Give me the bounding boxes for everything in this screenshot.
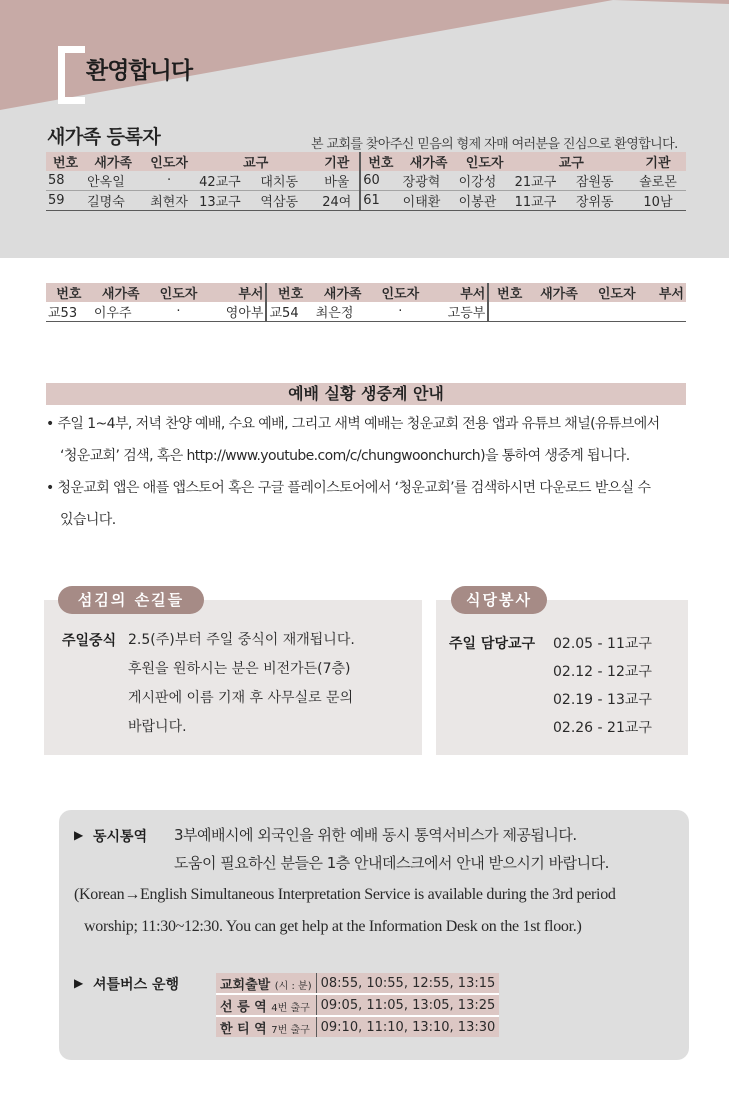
col-header: 인도자 [141,152,197,171]
newfamily-title: 새가족 등록자 [47,126,161,148]
interpretation-text: 3부예배시에 외국인을 위한 예배 동시 통역서비스가 제공됩니다. [174,826,577,844]
col-header: 기관 [314,152,360,171]
shuttle-station [216,994,316,1016]
table-cell: 역삼동 [258,191,314,211]
table-cell: 24여 [314,191,360,211]
shuttle-times: 09:10, 11:10, 13:10, 13:30 [316,1016,499,1037]
table-cell: 교53 [46,302,92,322]
welcome-bracket-icon [58,46,85,104]
table-cell: 61 [360,191,400,211]
live-line: • 청운교회 앱은 애플 앱스토어 혹은 구글 플레이스토어에서 ‘청운교회’를 검색하시면 다운로드 받으실 수 [46,480,651,496]
table-cell: 잠원동 [574,171,630,191]
newfamily-table [46,152,686,211]
table-cell: 장위동 [574,191,630,211]
list-item: 02.19 - 13교구 [553,692,652,708]
lunch-line: 후원을 원하시는 분은 비전가든(7층) [128,661,351,677]
table-cell: 길명숙 [85,191,141,211]
list-item: 02.26 - 21교구 [553,720,652,736]
meal-label: 주일 담당교구 [449,636,536,652]
live-line: 있습니다. [60,512,116,528]
table-row [46,191,686,211]
station-name: 교회출발 [220,977,271,993]
table-cell: 13교구 [197,191,258,211]
table-cell: 59 [46,191,85,211]
table-cell: 안옥일 [85,171,141,191]
table-cell: 고등부 [429,302,488,322]
table-cell: · [141,171,197,191]
station-note: (시 : 분) [274,980,312,992]
table-cell: 이강성 [457,171,513,191]
table-row [216,1016,499,1037]
table-header-row [46,152,686,171]
table-cell: 교54 [266,302,313,322]
col-header: 교구 [513,152,630,171]
table-row [46,171,686,191]
station-name: 한 티 역 [220,1021,267,1037]
table-cell: 58 [46,171,85,191]
col-header: 부서 [429,283,488,302]
col-header: 번호 [46,152,85,171]
col-header: 기관 [630,152,686,171]
meal-badge: 식당봉사 [451,586,547,614]
interpretation-english [74,879,684,943]
interpretation-text: 도움이 필요하신 분들은 1층 안내데스크에서 안내 받으시기 바랍니다. [174,854,609,872]
shuttle-times: 09:05, 11:05, 13:05, 13:25 [316,994,499,1016]
table-cell: 11교구 [513,191,574,211]
shuttle-table [216,973,499,1037]
table-cell: 최은정 [314,302,372,322]
table-cell: 이태환 [401,191,457,211]
welcome-title: 환영합니다 [86,58,193,84]
table-row [46,302,686,322]
col-header: 부서 [207,283,266,302]
table-cell: 장광혁 [401,171,457,191]
col-header: 새가족 [85,152,141,171]
col-header: 교구 [197,152,314,171]
newfamily-subtitle: 본 교회를 찾아주신 믿음의 형제 자매 여러분을 진심으로 환영합니다. [311,137,678,152]
col-header: 번호 [266,283,313,302]
table-cell: 이봉관 [457,191,513,211]
shuttle-station [216,973,316,994]
col-header: 부서 [646,283,686,302]
table-cell [646,302,686,322]
table-cell [488,302,530,322]
station-note: 4번 출구 [271,1002,310,1014]
col-header: 인도자 [588,283,646,302]
table-cell [588,302,646,322]
department-newfamily-table [46,283,686,322]
live-line: ‘청운교회’ 검색, 혹은 http://www.youtube.com/c/chungwoonchurch)을 통하여 생중계 됩니다. [60,448,630,464]
table-row [216,973,499,994]
table-cell: 60 [360,171,400,191]
col-header: 새가족 [92,283,150,302]
col-header: 인도자 [150,283,208,302]
live-line: • 주일 1~4부, 저녁 찬양 예배, 수요 예배, 그리고 새벽 예배는 청운교회 전용 앱과 유튜브 채널(유튜브에서 [46,416,660,432]
english-line: worship; 11:30~12:30. You can get help at the Information Desk on the 1st floor.) [84,918,582,935]
col-header: 새가족 [401,152,457,171]
lunch-text [128,626,418,742]
col-header: 번호 [488,283,530,302]
shuttle-label: 셔틀버스 운행 [93,977,180,993]
live-title: 예배 실황 생중계 안내 [288,384,444,403]
table-cell: 최현자 [141,191,197,211]
lunch-label: 주일중식 [62,633,117,649]
triangle-right-icon: ▶ [74,976,84,990]
lunch-line: 게시판에 이름 기재 후 사무실로 문의 [128,690,354,706]
service-badge: 섬김의 손길들 [58,586,204,614]
lunch-line: 바랍니다. [128,719,187,735]
col-header: 인도자 [457,152,513,171]
lunch-line: 2.5(주)부터 주일 중식이 재개됩니다. [128,632,355,648]
table-cell: 솔로몬 [630,171,686,191]
shuttle-times: 08:55, 10:55, 12:55, 13:15 [316,973,499,994]
table-cell: 10남 [630,191,686,211]
table-cell: · [150,302,208,322]
list-item: 02.12 - 12교구 [553,664,652,680]
table-cell: · [371,302,429,322]
col-header: 번호 [360,152,400,171]
triangle-right-icon: ▶ [74,828,84,842]
interpretation-label: 동시통역 [93,829,148,845]
table-cell: 21교구 [513,171,574,191]
table-row [216,994,499,1016]
table-header-row [46,283,686,302]
english-line: (Korean→English Simultaneous Interpretation Service is available during the 3rd period [74,886,616,903]
live-description [46,408,694,536]
col-header: 인도자 [371,283,429,302]
station-note: 7번 출구 [271,1024,310,1036]
table-cell: 바울 [314,171,360,191]
table-cell: 이우주 [92,302,150,322]
table-cell [530,302,588,322]
col-header: 번호 [46,283,92,302]
shuttle-station [216,1016,316,1037]
table-cell: 영아부 [207,302,266,322]
station-name: 선 릉 역 [220,999,267,1015]
col-header: 새가족 [314,283,372,302]
list-item: 02.05 - 11교구 [553,636,652,652]
table-cell: 대치동 [258,171,314,191]
table-cell: 42교구 [197,171,258,191]
meal-schedule [553,630,652,742]
col-header: 새가족 [530,283,588,302]
